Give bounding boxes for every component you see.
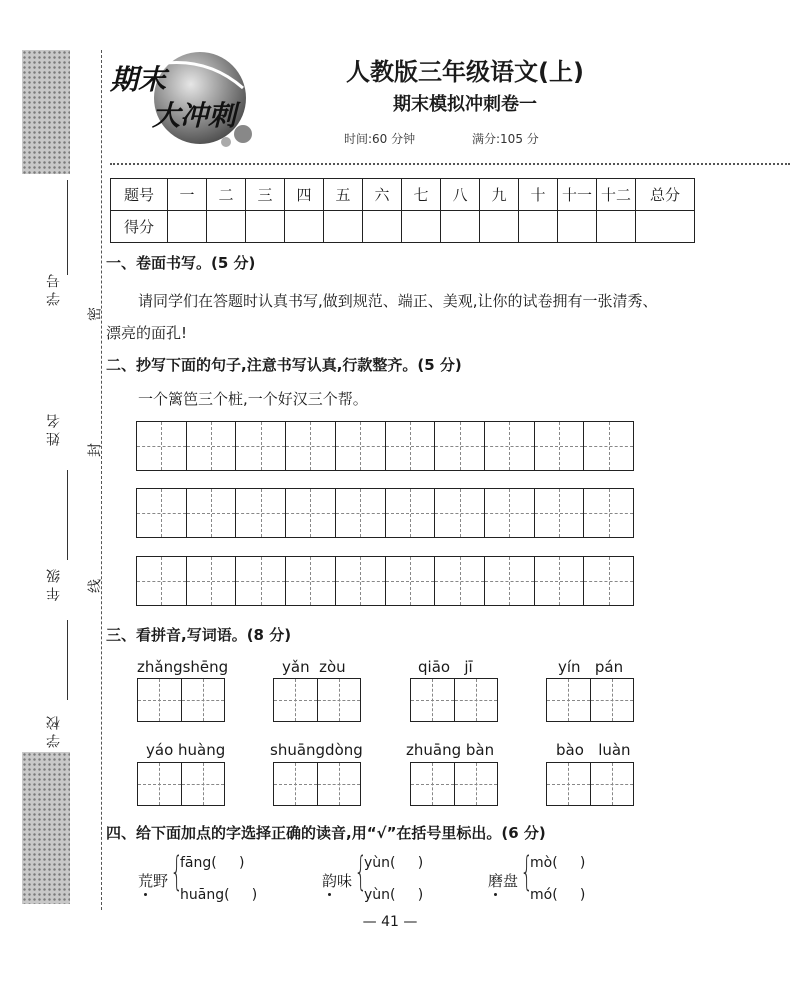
fill-line-name (67, 470, 68, 560)
q4-option-1b[interactable]: huāng( ) (180, 887, 258, 903)
margin-label-name: 姓名 (46, 410, 62, 446)
brace-1: { (170, 849, 184, 895)
binding-dashed-line (101, 50, 102, 910)
score-col: 六 (363, 179, 402, 211)
margin-label-school: 学校 (46, 712, 62, 748)
score-cell-total[interactable] (636, 211, 695, 243)
answer-box-4[interactable] (546, 678, 634, 722)
answer-box-2[interactable] (273, 678, 361, 722)
q1-text-line1: 请同学们在答题时认真书写,做到规范、端正、美观,让你的试卷拥有一张清秀、 (138, 292, 658, 310)
q1-text-line2: 漂亮的面孔! (106, 324, 188, 342)
score-cell[interactable] (441, 211, 480, 243)
score-row-label: 得分 (111, 211, 168, 243)
logo-text-1: 期末 (110, 63, 167, 96)
score-col: 八 (441, 179, 480, 211)
q4-word-1: 荒野 (138, 872, 169, 890)
margin-pattern-top (22, 50, 70, 174)
score-table-header-row (111, 179, 695, 211)
score-cell[interactable] (207, 211, 246, 243)
logo (108, 48, 258, 150)
score-col-total: 总分 (636, 179, 695, 211)
score-col: 五 (324, 179, 363, 211)
score-col: 七 (402, 179, 441, 211)
answer-box-6[interactable] (273, 762, 361, 806)
q2-title: 二、抄写下面的句子,注意书写认真,行款整齐。(5 分) (106, 356, 462, 374)
q4-dot-3 (494, 893, 497, 896)
q2-sentence: 一个篱笆三个桩,一个好汉三个帮。 (138, 390, 368, 408)
pinyin-3: qiāo jī (418, 658, 473, 676)
pinyin-4: yín pán (558, 658, 624, 676)
seal-char-xian: 线 (87, 579, 101, 595)
q4-option-3a[interactable]: mò( ) (530, 855, 586, 871)
q4-dot-1 (144, 893, 147, 896)
writing-grid-1[interactable] (136, 421, 634, 471)
q1-title: 一、卷面书写。(5 分) (106, 254, 256, 272)
pinyin-6: shuāngdòng (270, 741, 363, 759)
score-cell[interactable] (402, 211, 441, 243)
page-subtitle: 期末模拟冲刺卷一 (393, 94, 537, 115)
answer-box-5[interactable] (137, 762, 225, 806)
margin-label-grade: 年级 (46, 565, 62, 601)
q4-word-3: 磨盘 (488, 872, 519, 890)
writing-grid-2[interactable] (136, 488, 634, 538)
score-cell[interactable] (168, 211, 207, 243)
score-col: 十一 (558, 179, 597, 211)
score-cell[interactable] (519, 211, 558, 243)
score-cell[interactable] (324, 211, 363, 243)
page-number: — 41 — (362, 914, 418, 930)
brace-3: { (520, 849, 534, 895)
score-cell[interactable] (558, 211, 597, 243)
score-col: 一 (168, 179, 207, 211)
page-title: 人教版三年级语文(上) (346, 58, 584, 86)
fill-line-grade (67, 620, 68, 700)
answer-box-1[interactable] (137, 678, 225, 722)
score-col: 十二 (597, 179, 636, 211)
margin-label-student-id: 学号 (46, 270, 62, 306)
brace-2: { (354, 849, 368, 895)
score-col: 九 (480, 179, 519, 211)
header-separator (110, 163, 790, 165)
score-cell[interactable] (246, 211, 285, 243)
score-table (110, 178, 695, 243)
pinyin-2: yǎn zòu (282, 658, 346, 676)
pinyin-1: zhǎngshēng (137, 658, 229, 676)
seal-char-feng: 封 (87, 443, 101, 459)
answer-box-3[interactable] (410, 678, 498, 722)
pinyin-5: yáo huàng (146, 741, 226, 759)
score-col: 三 (246, 179, 285, 211)
score-cell[interactable] (480, 211, 519, 243)
q4-dot-2 (328, 893, 331, 896)
pinyin-8: bào luàn (556, 741, 631, 759)
q4-word-2: 韵味 (322, 872, 353, 890)
q4-option-1a[interactable]: fāng( ) (180, 855, 245, 871)
score-col: 四 (285, 179, 324, 211)
seal-char-mi: 密 (87, 307, 101, 323)
q4-option-2a[interactable]: yùn( ) (364, 855, 424, 871)
score-cell[interactable] (363, 211, 402, 243)
writing-grid-3[interactable] (136, 556, 634, 606)
score-cell[interactable] (597, 211, 636, 243)
logo-text-2: 大冲刺 (152, 99, 237, 132)
pinyin-7: zhuāng bàn (406, 741, 495, 759)
answer-box-7[interactable] (410, 762, 498, 806)
margin-pattern-bottom (22, 752, 70, 904)
score-col: 十 (519, 179, 558, 211)
score-cell[interactable] (285, 211, 324, 243)
answer-box-8[interactable] (546, 762, 634, 806)
exam-time: 时间:60 分钟 (344, 132, 416, 146)
fill-line-student-id (67, 180, 68, 275)
q4-option-3b[interactable]: mó( ) (530, 887, 586, 903)
q3-title: 三、看拼音,写词语。(8 分) (106, 626, 292, 644)
q4-title: 四、给下面加点的字选择正确的读音,用“√”在括号里标出。(6 分) (106, 824, 546, 842)
score-table-score-row (111, 211, 695, 243)
score-col: 二 (207, 179, 246, 211)
q4-option-2b[interactable]: yùn( ) (364, 887, 424, 903)
exam-total-score: 满分:105 分 (472, 132, 539, 146)
score-table-label: 题号 (111, 179, 168, 211)
